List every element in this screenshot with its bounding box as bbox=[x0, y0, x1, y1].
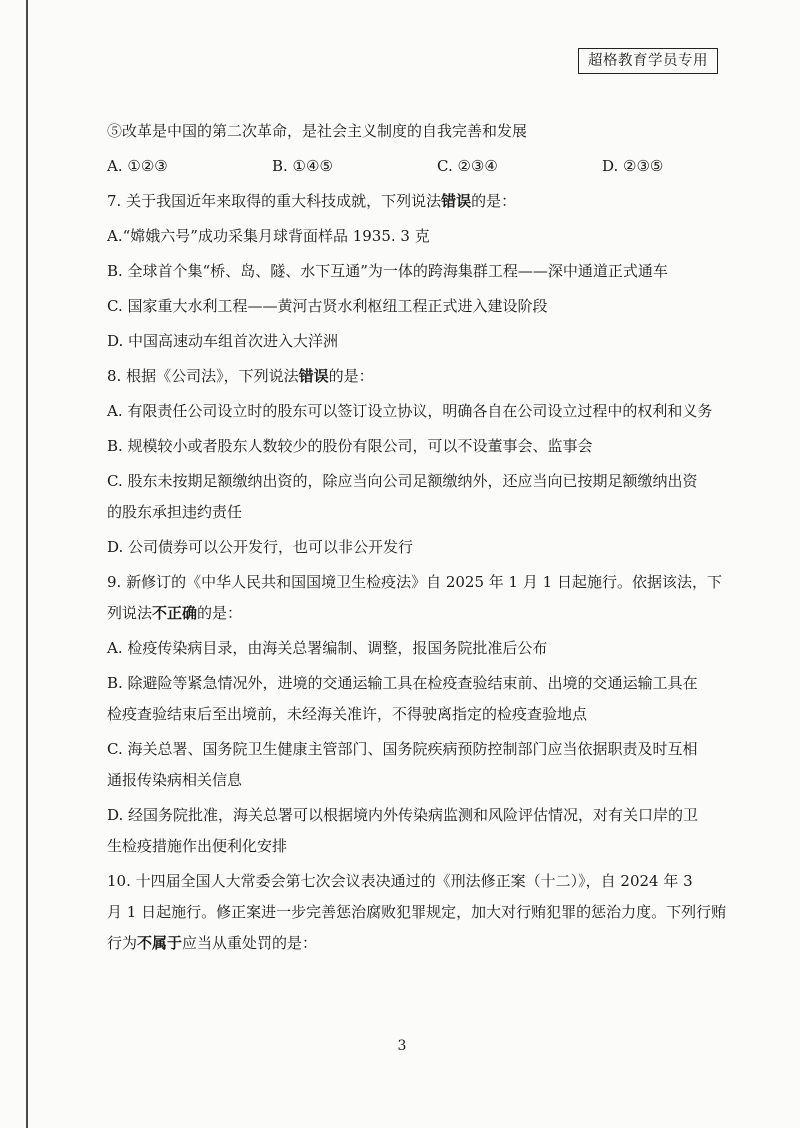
q7-stem-emphasis: 错误 bbox=[441, 192, 472, 210]
q7-option-d: D. 中国高速动车组首次进入大洋洲 bbox=[107, 332, 339, 350]
q6-options bbox=[107, 151, 707, 182]
q8-option-c-line1: C. 股东未按期足额缴纳出资的，除应当向公司足额缴纳外，还应当向已按期足额缴纳出资 bbox=[107, 472, 698, 490]
q7-option-b: B. 全球首个集“桥、岛、隧、水下互通”为一体的跨海集群工程——深中通道正式通车 bbox=[107, 262, 668, 280]
header-stamp: 超格教育学员专用 bbox=[578, 48, 718, 74]
q6-item-5: ⑤改革是中国的第二次革命，是社会主义制度的自我完善和发展 bbox=[107, 122, 528, 140]
q9-option-b-line2: 检疫查验结束后至出境前，未经海关准许，不得驶离指定的检疫查验地点 bbox=[107, 705, 588, 723]
q9-option-d-line2: 生检疫措施作出便利化安排 bbox=[107, 837, 288, 855]
q7-stem-text: 7. 关于我国近年来取得的重大科技成就，下列说法 bbox=[107, 192, 442, 210]
q9-option-d-line1: D. 经国务院批准，海关总署可以根据境内外传染病监测和风险评估情况，对有关口岸的卫 bbox=[107, 806, 699, 824]
q7-stem bbox=[107, 186, 707, 217]
q10-stem-emphasis: 不属于 bbox=[137, 934, 183, 952]
q9-stem-line1: 9. 新修订的《中华人民共和国国境卫生检疫法》自 2025 年 1 月 1 日起施行。依据该法，下 bbox=[107, 573, 722, 591]
q6-option-b: B. ①④⑤ bbox=[272, 157, 333, 175]
page-number: 3 bbox=[397, 1038, 407, 1054]
q8-stem-emphasis: 错误 bbox=[298, 367, 329, 385]
q6-option-a: A. ①②③ bbox=[107, 157, 168, 175]
q8-stem-text: 8. 根据《公司法》，下列说法 bbox=[107, 367, 299, 385]
q7-stem-end: 的是： bbox=[471, 192, 517, 210]
q9-stem-line2 bbox=[107, 598, 707, 629]
binding-edge-line bbox=[26, 0, 28, 1128]
q8-option-d: D. 公司债券可以公开发行，也可以非公开发行 bbox=[107, 538, 414, 556]
q8-stem bbox=[107, 361, 707, 392]
q9-option-a: A. 检疫传染病目录，由海关总署编制、调整，报国务院批准后公布 bbox=[107, 639, 548, 657]
q9-option-b-line1: B. 除避险等紧急情况外，进境的交通运输工具在检疫查验结束前、出境的交通运输工具在 bbox=[107, 674, 698, 692]
q10-stem-text: 行为 bbox=[107, 934, 138, 952]
q6-option-d: D. ②③⑤ bbox=[602, 157, 664, 175]
q8-option-b: B. 规模较小或者股东人数较少的股份有限公司，可以不设董事会、监事会 bbox=[107, 437, 593, 455]
q10-stem-line2: 月 1 日起施行。修正案进一步完善惩治腐败犯罪规定，加大对行贿犯罪的惩治力度。下列行贿 bbox=[107, 903, 727, 921]
question-content bbox=[107, 116, 727, 959]
q8-option-a: A. 有限责任公司设立时的股东可以签订设立协议，明确各自在公司设立过程中的权利和义务 bbox=[107, 402, 713, 420]
q9-option-c-line2: 通报传染病相关信息 bbox=[107, 771, 243, 789]
q8-option-c-line2: 的股东承担违约责任 bbox=[107, 503, 243, 521]
q10-stem-line1: 10. 十四届全国人大常委会第七次会议表决通过的《刑法修正案（十二）》，自 2024 年 3 bbox=[107, 872, 693, 890]
q7-option-c: C. 国家重大水利工程——黄河古贤水利枢纽工程正式进入建设阶段 bbox=[107, 297, 548, 315]
q10-stem-line3 bbox=[107, 928, 707, 959]
q8-stem-end: 的是： bbox=[328, 367, 374, 385]
q9-stem-end: 的是： bbox=[197, 604, 243, 622]
q9-stem-emphasis: 不正确 bbox=[152, 604, 198, 622]
q6-option-c: C. ②③④ bbox=[437, 157, 498, 175]
q7-option-a: A.“嫦娥六号”成功采集月球背面样品 1935. 3 克 bbox=[107, 227, 430, 245]
q9-stem-text: 列说法 bbox=[107, 604, 153, 622]
q10-stem-end: 应当从重处罚的是： bbox=[182, 934, 318, 952]
q9-option-c-line1: C. 海关总署、国务院卫生健康主管部门、国务院疾病预防控制部门应当依据职责及时互相 bbox=[107, 740, 698, 758]
